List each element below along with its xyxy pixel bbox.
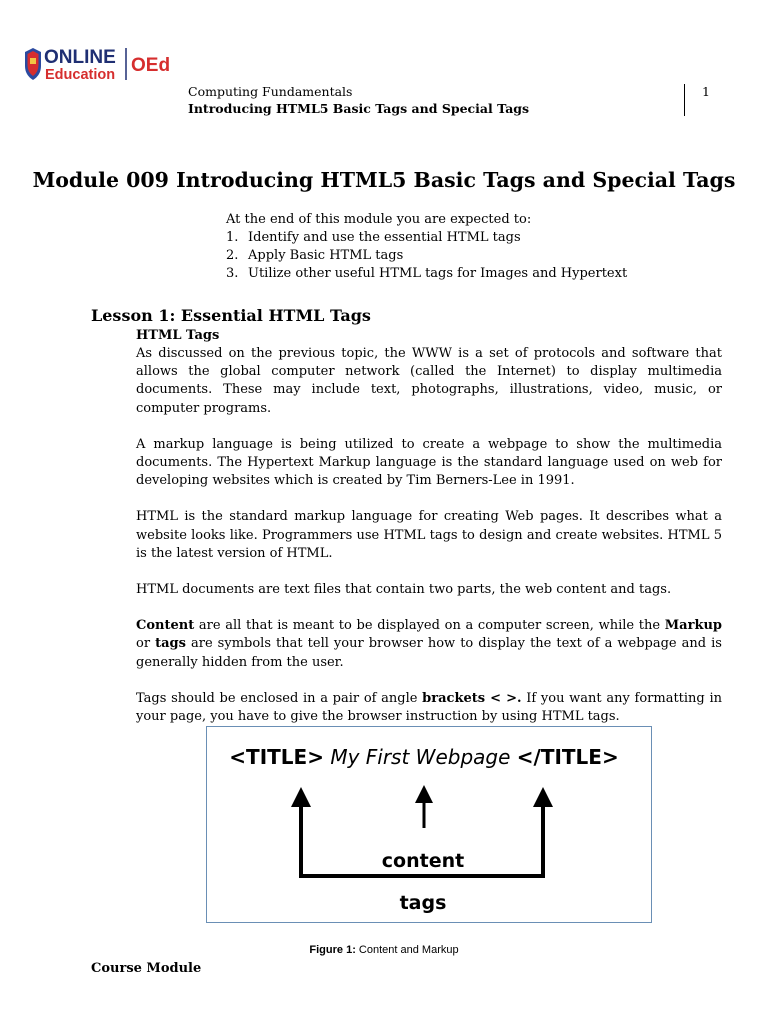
- paragraph: A markup language is being utilized to create a webpage to show the multimedia documents. The Hypertext Markup language is the standard language used on web for developing websites which is created by Tim Berners-Lee in 1991.: [136, 436, 722, 489]
- objective-text: Utilize other useful HTML tags for Images and Hypertext: [248, 266, 628, 281]
- logo-graphic: [22, 44, 182, 86]
- paragraph: [136, 617, 722, 672]
- objective-item: [226, 229, 627, 247]
- up-arrow-icon: [415, 785, 433, 803]
- content-label: content: [381, 850, 465, 872]
- figure-content-markup: [206, 726, 652, 923]
- objective-number: 1.: [226, 230, 239, 245]
- up-arrow-icon: [533, 787, 553, 807]
- objective-item: [226, 247, 627, 265]
- term-content: Content: [136, 618, 195, 634]
- paragraph: [136, 690, 722, 726]
- close-tag-label: </TITLE>: [516, 745, 619, 769]
- paragraph: HTML is the standard markup language for creating Web pages. It describes what a website looks like. Programmers use HTML tags to design and create websites. HTML 5 is the latest version of HTML.: [136, 509, 722, 561]
- module-title: Module 009 Introducing HTML5 Basic Tags and Special Tags: [32, 168, 736, 192]
- objectives: [226, 211, 627, 283]
- objective-number: 3.: [226, 266, 239, 281]
- term-markup: Markup: [664, 618, 722, 634]
- footer-course-module: Course Module: [91, 961, 202, 976]
- objective-text: Apply Basic HTML tags: [248, 248, 404, 263]
- header-divider: [684, 84, 685, 116]
- term-tags: tags: [155, 636, 186, 652]
- paragraph-text: or: [136, 636, 156, 652]
- paragraph-text: are symbols that tell your browser how to display the text of a webpage and is generally hidden from the user.: [136, 636, 722, 670]
- lesson-body: [136, 345, 722, 744]
- header-course: Computing Fundamentals: [188, 84, 353, 99]
- paragraph-text: If you want any formatting in your page, you have to give the browser instruction by using HTML tags.: [136, 690, 722, 725]
- figure-caption-text: Content and Markup: [358, 944, 459, 956]
- figure-diagram: [207, 727, 651, 922]
- logo-text-oed: OEd: [131, 55, 171, 76]
- page-number: 1: [702, 84, 710, 99]
- objectives-intro: At the end of this module you are expected to:: [226, 212, 532, 227]
- content-text-label: My First Webpage: [330, 745, 511, 769]
- figure-caption: [0, 942, 768, 958]
- logo-text-education: Education: [45, 67, 116, 83]
- figure-caption-label: Figure 1:: [309, 944, 356, 956]
- logo: [22, 44, 182, 86]
- lesson-heading: Lesson 1: Essential HTML Tags: [91, 306, 371, 325]
- figure-title-line: [229, 745, 618, 769]
- paragraph: As discussed on the previous topic, the WWW is a set of protocols and software that allows the global computer network (called the Internet) to display multimedia documents. These may include text, photographs, illustrations, video, music, or computer programs.: [136, 346, 722, 416]
- up-arrow-icon: [291, 787, 311, 807]
- paragraph: HTML documents are text files that contain two parts, the web content and tags.: [136, 582, 672, 598]
- term-brackets: brackets < >.: [422, 690, 522, 706]
- objective-number: 2.: [226, 248, 239, 263]
- open-tag-label: <TITLE>: [229, 745, 324, 769]
- section-subheading: HTML Tags: [136, 328, 220, 343]
- paragraph-text: Tags should be enclosed in a pair of angle: [136, 690, 423, 706]
- tags-label: tags: [399, 892, 447, 914]
- objective-text: Identify and use the essential HTML tags: [248, 230, 521, 245]
- header-title: Introducing HTML5 Basic Tags and Special Tags: [188, 101, 530, 116]
- paragraph-text: are all that is meant to be displayed on a computer screen, while the: [194, 618, 665, 634]
- objective-item: [226, 265, 627, 283]
- logo-text-online: ONLINE: [44, 47, 116, 68]
